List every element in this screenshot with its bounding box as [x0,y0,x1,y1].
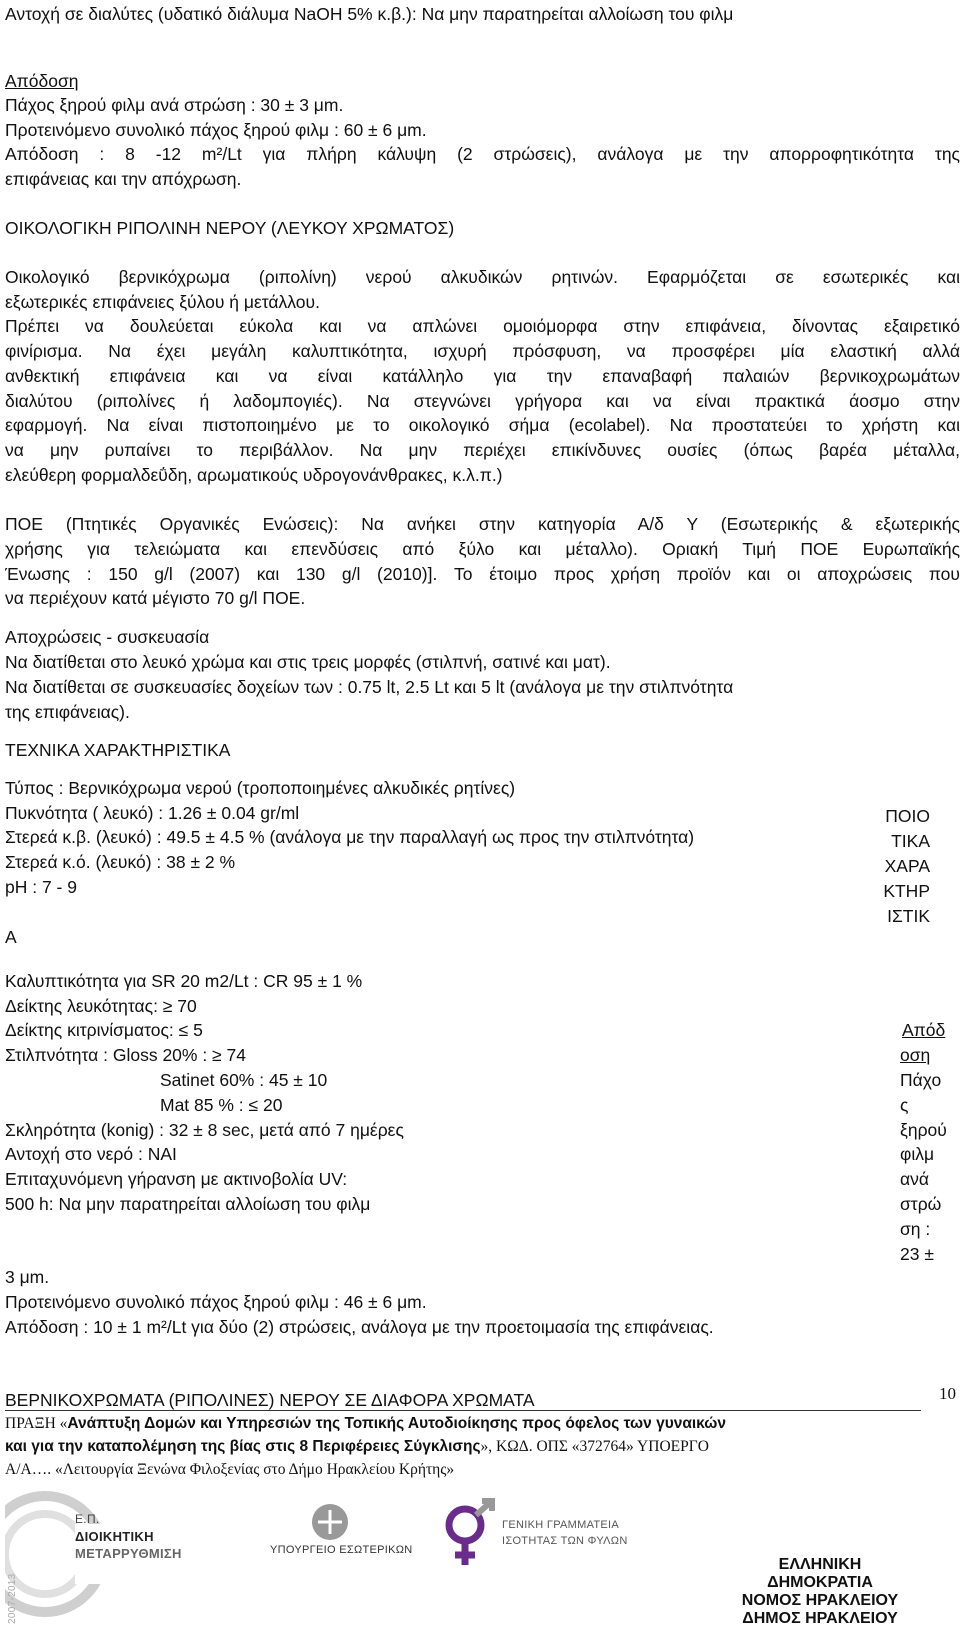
side-text: ξηρού [900,1120,947,1140]
spec-yield: Απόδοση : 10 ± 1 m²/Lt για δύο (2) στρώσεις, ανάλογα με την προετοιμασία της επιφάνειας. [5,1317,714,1337]
gg-line-2: ΙΣΟΤΗΤΑΣ ΤΩΝ ΦΥΛΩΝ [502,1535,628,1547]
spec-total-thickness: Προτεινόμενο συνολικό πάχος ξηρού φιλμ : 46 ± 6 μm. [5,1292,427,1312]
paragraph-line: διαλύτου (ριπολίνες ή λαδομπογιές). Να στεγνώνει γρήγορα και να είναι πρακτικά άοσμο στην [5,391,960,411]
paragraph-line: ελεύθερη φορμαλδεΰδη, αρωματικούς υδρογονάνθρακες, κ.λ.π.) [5,465,503,485]
spec-whiteness: Δείκτης λευκότητας: ≥ 70 [5,996,197,1016]
hd-line-2: ΔΗΜΟΚΡΑΤΙΑ [767,1574,873,1591]
text-line: Να διατίθεται σε συσκευασίες δοχείων των : 0.75 lt, 2.5 Lt και 5 lt (ανάλογα με την στιλπνότητα [5,677,734,697]
hd-line-3: ΝΟΜΟΣ ΗΡΑΚΛΕΙΟΥ [741,1592,899,1609]
spec-hardness: Σκληρότητα (konig) : 32 ± 8 sec, μετά από 7 ημέρες [5,1120,404,1140]
spec-mat: Mat 85 % : ≤ 20 [160,1095,283,1115]
solvent-resistance-line: Αντοχή σε διαλύτες (υδατικό διάλυμα NaOH 5% κ.β.): Να μην παρατηρείται αλλοίωση του φιλμ [5,4,734,24]
text-line: Προτεινόμενο συνολικό πάχος ξηρού φιλμ : 60 ± 6 μm. [5,120,427,140]
gender-equality-logo [430,1495,670,1575]
tech-heading: ΤΕΧΝΙΚΑ ΧΑΡΑΚΤΗΡΙΣΤΙΚΑ [5,740,231,760]
footer-bold-2: και για την καταπολέμηση της βίας στις 8 Περιφέρειες Σύγκλισης [5,1438,481,1455]
paragraph-line: Ένωσης : 150 g/l (2007) και 130 g/l (2010)]. Το έτοιμο προς χρήση προϊόν και οι αποχρώσεις που [5,564,960,584]
logo-dm2: ΜΕΤΑΡΡΥΘΜΙΣΗ [75,1546,182,1561]
side-text: ΠΟΙΟ [885,806,930,826]
text-line: 3 μm. [5,1267,50,1287]
side-text: ΚΤΗΡ [883,881,930,901]
logo-ep: Ε.Π. [75,1512,100,1526]
footer-line-3: Α/Α…. «Λειτουργία Ξενώνα Φιλοξενίας στο Δήμο Ηρακλείου Κρήτης» [5,1461,455,1478]
colors-heading: Αποχρώσεις - συσκευασία [5,627,210,647]
side-text: οση [900,1045,931,1065]
ep-dioikitiki-logo [5,1484,182,1629]
footer-divider [5,1410,921,1411]
gender-symbol-icon [430,1495,510,1575]
paragraph-line: να μην ρυπαίνει το περιβάλλον. Να μην περιέχει επικίνδυνες ουσίες (όπως βαρέα μέταλλα, [5,440,960,460]
spec-satinet: Satinet 60% : 45 ± 10 [160,1070,328,1090]
spec-aging-hours: 500 h: Να μην παρατηρείται αλλοίωση του φιλμ [5,1194,371,1214]
side-text: Απόδ [902,1020,946,1040]
paragraph-line: εφαρμογή. Να είναι πιστοποιημένο με το οικολογικό σήμα (ecolabel). Να προστατεύει το χρήστη και [5,415,960,435]
side-text: στρώ [900,1194,942,1214]
bottom-heading: ΒΕΡΝΙΚΟΧΡΩΜΑΤΑ (ΡΙΠΟΛΙΝΕΣ) ΝΕΡΟΥ ΣΕ ΔΙΑΦΟΡΑ ΧΡΩΜΑΤΑ [5,1390,535,1410]
side-text: ανά [900,1169,929,1189]
side-text: ΙΣΤΙΚ [887,906,930,926]
paragraph-line: Οικολογικό βερνικόχρωμα (ριπολίνη) νερού αλκυδικών ρητινών. Εφαρμόζεται σε εσωτερικές και [5,267,960,287]
paragraph-line: ανθεκτική επιφάνεια και να είναι κατάλληλο για την επαναβαφή παλαιών βερνικοχρωμάτων [5,366,960,386]
gg-line-1: ΓΕΝΙΚΗ ΓΡΑΜΜΑΤΕΙΑ [502,1519,620,1531]
footer-prefix: ΠΡΑΞΗ « [5,1415,68,1432]
text-line: Πάχος ξηρού φιλμ ανά στρώση : 30 ± 3 μm. [5,95,344,115]
text-line: της επιφάνειας). [5,702,130,722]
ministry-name: ΥΠΟΥΡΓΕΙΟ ΕΣΩΤΕΡΙΚΩΝ [270,1544,413,1556]
section-title: ΟΙΚΟΛΟΓΙΚΗ ΡΙΠΟΛΙΝΗ ΝΕΡΟΥ (ΛΕΥΚΟΥ ΧΡΩΜΑΤΟΣ) [5,218,455,238]
paragraph-line: ΠΟΕ (Πτητικές Οργανικές Ενώσεις): Να ανήκει στην κατηγορία Α/δ Υ (Εσωτερικής & εξωτερικής [5,514,960,534]
paragraph-line: χρήσης για τελειώματα και επενδύσεις από ξύλο και μέταλλο). Οριακή Τιμή ΠΟΕ Ευρωπαϊκής [5,539,960,559]
spec-yellowing: Δείκτης κιτρινίσματος: ≤ 5 [5,1020,203,1040]
page-number: 10 [939,1384,956,1403]
hellenic-republic-block [720,1555,960,1633]
side-text: 23 ± [900,1244,934,1264]
spec-type: Τύπος : Βερνικόχρωμα νερού (τροποποιημένες αλκυδικές ρητίνες) [5,778,516,798]
logo-dm1: ΔΙΟΙΚΗΤΙΚΗ [75,1529,154,1544]
paragraph-line: φινίρισμα. Να έχει μεγάλη καλυπτικότητα, ισχυρή πρόσφυση, να προσφέρει μία ελαστική αλλά [5,341,960,361]
paragraph-line: να περιέχουν κατά μέγιστο 70 g/l ΠΟΕ. [5,588,306,608]
text-line: επιφάνειας και την απόχρωση. [5,169,242,189]
side-text: ΤΙΚΑ [891,831,930,851]
footer-rest: », ΚΩΔ. ΟΠΣ «372764» ΥΠΟΕΡΓΟ [480,1438,709,1455]
hd-line-4: ΔΗΜΟΣ ΗΡΑΚΛΕΙΟΥ [742,1610,898,1627]
side-text: ς [900,1095,909,1115]
stray-letter: Α [5,927,17,947]
spec-aging: Επιταχυνόμενη γήρανση με ακτινοβολία UV: [5,1169,348,1189]
spec-solids-weight: Στερεά κ.β. (λευκό) : 49.5 ± 4.5 % (ανάλογα με την παραλλαγή ως προς την στιλπνότητα) [5,827,695,847]
side-text: φιλμ [900,1144,935,1164]
logo-years: 2007-2013 [7,1573,18,1624]
ministry-logo [230,1500,430,1560]
text-line: Να διατίθεται στο λευκό χρώμα και στις τρεις μορφές (στιλπνή, σατινέ και ματ). [5,652,611,672]
spec-coverage: Καλυπτικότητα για SR 20 m2/Lt : CR 95 ± 1 % [5,971,363,991]
text-line: Απόδοση : 8 -12 m²/Lt για πλήρη κάλυψη (2 στρώσεις), ανάλογα με την απορροφητικότητα της [5,144,960,164]
footer-line-2 [5,1436,709,1458]
spec-density: Πυκνότητα ( λευκό) : 1.26 ± 0.04 gr/ml [5,803,300,823]
footer-line-1 [5,1413,726,1435]
yield-heading: Απόδοση [5,71,79,91]
hd-line-1: ΕΛΛΗΝΙΚΗ [778,1556,862,1573]
paragraph-line: εξωτερικές επιφάνειες ξύλου ή μετάλλου. [5,292,320,312]
spec-gloss: Στιλπνότητα : Gloss 20% : ≥ 74 [5,1045,246,1065]
spec-ph: pH : 7 - 9 [5,877,77,897]
footer-bold-1: Ανάπτυξη Δομών και Υπηρεσιών της Τοπικής Αυτοδιοίκησης προς όφελος των γυναικών [67,1415,727,1432]
spec-water: Αντοχή στο νερό : ΝΑΙ [5,1144,177,1164]
side-text: ση : [900,1219,931,1239]
side-text: ΧΑΡΑ [884,856,930,876]
paragraph-line: Πρέπει να δουλεύεται εύκολα και να απλώνει ομοιόμορφα στην επιφάνεια, δίνοντας εξαιρετικό [5,316,960,336]
spec-solids-volume: Στερεά κ.ό. (λευκό) : 38 ± 2 % [5,852,236,872]
side-text: Πάχο [900,1070,942,1090]
